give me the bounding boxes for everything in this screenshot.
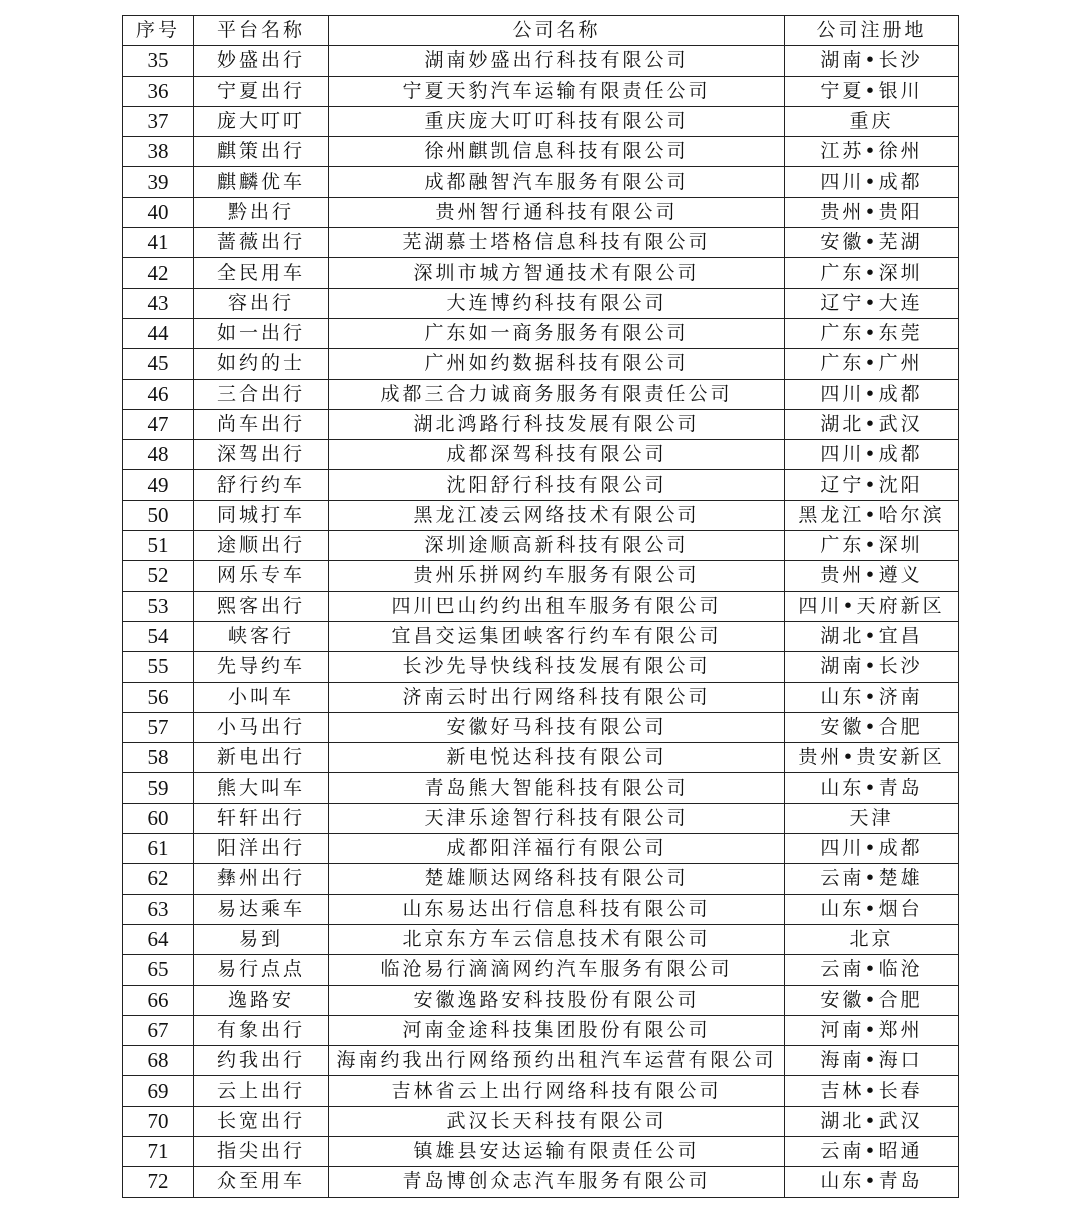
cell-platform-name: 麒策出行: [194, 137, 329, 167]
cell-index: 38: [123, 137, 194, 167]
table-body: [123, 46, 959, 1197]
table-row: [123, 167, 959, 197]
cell-company-name: 北京东方车云信息技术有限公司: [329, 924, 785, 954]
table-row: [123, 682, 959, 712]
cell-company-name: 河南金途科技集团股份有限公司: [329, 1015, 785, 1045]
table-row: [123, 1076, 959, 1106]
cell-platform-name: 蔷薇出行: [194, 228, 329, 258]
cell-index: 45: [123, 349, 194, 379]
cell-company-name: 吉林省云上出行网络科技有限公司: [329, 1076, 785, 1106]
cell-platform-name: 易行点点: [194, 955, 329, 985]
cell-company-name: 湖南妙盛出行科技有限公司: [329, 46, 785, 76]
cell-index: 44: [123, 318, 194, 348]
cell-registered-location: 安徽•合肥: [785, 712, 959, 742]
table-row: [123, 803, 959, 833]
table-row: [123, 137, 959, 167]
cell-registered-location: 湖南•长沙: [785, 46, 959, 76]
cell-registered-location: 天津: [785, 803, 959, 833]
table-row: [123, 924, 959, 954]
cell-registered-location: 贵州•贵阳: [785, 197, 959, 227]
table-row: [123, 228, 959, 258]
cell-company-name: 湖北鸿路行科技发展有限公司: [329, 409, 785, 439]
cell-index: 49: [123, 470, 194, 500]
cell-index: 65: [123, 955, 194, 985]
cell-platform-name: 黔出行: [194, 197, 329, 227]
cell-platform-name: 约我出行: [194, 1046, 329, 1076]
cell-company-name: 成都融智汽车服务有限公司: [329, 167, 785, 197]
cell-registered-location: 山东•青岛: [785, 773, 959, 803]
cell-platform-name: 小马出行: [194, 712, 329, 742]
table-header-row: [123, 16, 959, 46]
table-row: [123, 349, 959, 379]
table-row: [123, 440, 959, 470]
cell-company-name: 新电悦达科技有限公司: [329, 743, 785, 773]
cell-platform-name: 轩轩出行: [194, 803, 329, 833]
table-row: [123, 864, 959, 894]
cell-registered-location: 贵州•遵义: [785, 561, 959, 591]
cell-company-name: 安徽逸路安科技股份有限公司: [329, 985, 785, 1015]
cell-registered-location: 湖北•武汉: [785, 1106, 959, 1136]
cell-platform-name: 云上出行: [194, 1076, 329, 1106]
table-row: [123, 773, 959, 803]
table-row: [123, 1167, 959, 1197]
cell-index: 52: [123, 561, 194, 591]
cell-platform-name: 小叫车: [194, 682, 329, 712]
cell-company-name: 成都三合力诚商务服务有限责任公司: [329, 379, 785, 409]
cell-company-name: 青岛博创众志汽车服务有限公司: [329, 1167, 785, 1197]
cell-index: 40: [123, 197, 194, 227]
cell-company-name: 重庆庞大叮叮科技有限公司: [329, 106, 785, 136]
cell-index: 70: [123, 1106, 194, 1136]
table-row: [123, 955, 959, 985]
cell-index: 63: [123, 894, 194, 924]
cell-company-name: 镇雄县安达运输有限责任公司: [329, 1136, 785, 1166]
cell-index: 51: [123, 531, 194, 561]
cell-platform-name: 阳洋出行: [194, 834, 329, 864]
cell-platform-name: 逸路安: [194, 985, 329, 1015]
cell-registered-location: 海南•海口: [785, 1046, 959, 1076]
cell-platform-name: 易达乘车: [194, 894, 329, 924]
cell-registered-location: 河南•郑州: [785, 1015, 959, 1045]
cell-company-name: 徐州麒凯信息科技有限公司: [329, 137, 785, 167]
cell-platform-name: 新电出行: [194, 743, 329, 773]
cell-platform-name: 熙客出行: [194, 591, 329, 621]
cell-index: 58: [123, 743, 194, 773]
cell-index: 50: [123, 500, 194, 530]
cell-registered-location: 四川•成都: [785, 834, 959, 864]
cell-platform-name: 彝州出行: [194, 864, 329, 894]
cell-company-name: 楚雄顺达网络科技有限公司: [329, 864, 785, 894]
platform-table: [122, 15, 959, 1198]
cell-company-name: 大连博约科技有限公司: [329, 288, 785, 318]
cell-index: 62: [123, 864, 194, 894]
cell-index: 72: [123, 1167, 194, 1197]
cell-registered-location: 广东•广州: [785, 349, 959, 379]
cell-index: 41: [123, 228, 194, 258]
table-row: [123, 318, 959, 348]
cell-company-name: 贵州智行通科技有限公司: [329, 197, 785, 227]
table-row: [123, 985, 959, 1015]
header-platform-name: 平台名称: [194, 16, 329, 46]
cell-index: 48: [123, 440, 194, 470]
cell-platform-name: 宁夏出行: [194, 76, 329, 106]
table-row: [123, 531, 959, 561]
cell-index: 55: [123, 652, 194, 682]
cell-registered-location: 四川•天府新区: [785, 591, 959, 621]
table-row: [123, 894, 959, 924]
cell-company-name: 海南约我出行网络预约出租汽车运营有限公司: [329, 1046, 785, 1076]
cell-company-name: 贵州乐拼网约车服务有限公司: [329, 561, 785, 591]
table-row: [123, 197, 959, 227]
cell-registered-location: 云南•临沧: [785, 955, 959, 985]
cell-index: 54: [123, 621, 194, 651]
cell-company-name: 武汉长天科技有限公司: [329, 1106, 785, 1136]
cell-registered-location: 四川•成都: [785, 167, 959, 197]
table-row: [123, 561, 959, 591]
cell-index: 56: [123, 682, 194, 712]
cell-registered-location: 山东•烟台: [785, 894, 959, 924]
cell-company-name: 青岛熊大智能科技有限公司: [329, 773, 785, 803]
cell-registered-location: 吉林•长春: [785, 1076, 959, 1106]
table-row: [123, 591, 959, 621]
cell-platform-name: 麒麟优车: [194, 167, 329, 197]
cell-registered-location: 贵州•贵安新区: [785, 743, 959, 773]
cell-platform-name: 如约的士: [194, 349, 329, 379]
table-row: [123, 834, 959, 864]
cell-index: 59: [123, 773, 194, 803]
table-row: [123, 652, 959, 682]
cell-platform-name: 如一出行: [194, 318, 329, 348]
cell-registered-location: 安徽•芜湖: [785, 228, 959, 258]
cell-index: 68: [123, 1046, 194, 1076]
cell-index: 57: [123, 712, 194, 742]
cell-index: 43: [123, 288, 194, 318]
cell-platform-name: 妙盛出行: [194, 46, 329, 76]
cell-registered-location: 重庆: [785, 106, 959, 136]
cell-platform-name: 峡客行: [194, 621, 329, 651]
cell-company-name: 深圳途顺高新科技有限公司: [329, 531, 785, 561]
cell-platform-name: 舒行约车: [194, 470, 329, 500]
cell-registered-location: 安徽•合肥: [785, 985, 959, 1015]
cell-registered-location: 山东•济南: [785, 682, 959, 712]
cell-index: 37: [123, 106, 194, 136]
cell-index: 47: [123, 409, 194, 439]
cell-index: 69: [123, 1076, 194, 1106]
table-row: [123, 106, 959, 136]
cell-company-name: 深圳市城方智通技术有限公司: [329, 258, 785, 288]
cell-platform-name: 网乐专车: [194, 561, 329, 591]
cell-registered-location: 广东•东莞: [785, 318, 959, 348]
header-registered-location: 公司注册地: [785, 16, 959, 46]
table-row: [123, 409, 959, 439]
cell-platform-name: 深驾出行: [194, 440, 329, 470]
cell-index: 36: [123, 76, 194, 106]
cell-company-name: 宁夏天豹汽车运输有限责任公司: [329, 76, 785, 106]
cell-index: 64: [123, 924, 194, 954]
cell-index: 42: [123, 258, 194, 288]
cell-registered-location: 宁夏•银川: [785, 76, 959, 106]
cell-company-name: 黑龙江凌云网络技术有限公司: [329, 500, 785, 530]
cell-company-name: 临沧易行滴滴网约汽车服务有限公司: [329, 955, 785, 985]
cell-company-name: 成都阳洋福行有限公司: [329, 834, 785, 864]
cell-platform-name: 全民用车: [194, 258, 329, 288]
cell-registered-location: 黑龙江•哈尔滨: [785, 500, 959, 530]
cell-company-name: 芜湖慕士塔格信息科技有限公司: [329, 228, 785, 258]
table-row: [123, 1106, 959, 1136]
table-row: [123, 470, 959, 500]
cell-index: 39: [123, 167, 194, 197]
cell-index: 71: [123, 1136, 194, 1166]
cell-registered-location: 山东•青岛: [785, 1167, 959, 1197]
table-row: [123, 500, 959, 530]
cell-registered-location: 四川•成都: [785, 379, 959, 409]
cell-platform-name: 众至用车: [194, 1167, 329, 1197]
cell-platform-name: 熊大叫车: [194, 773, 329, 803]
cell-company-name: 宜昌交运集团峡客行约车有限公司: [329, 621, 785, 651]
table-row: [123, 288, 959, 318]
cell-registered-location: 广东•深圳: [785, 258, 959, 288]
cell-index: 66: [123, 985, 194, 1015]
table-row: [123, 1136, 959, 1166]
header-index: 序号: [123, 16, 194, 46]
cell-registered-location: 辽宁•大连: [785, 288, 959, 318]
cell-index: 53: [123, 591, 194, 621]
cell-company-name: 山东易达出行信息科技有限公司: [329, 894, 785, 924]
cell-platform-name: 长宽出行: [194, 1106, 329, 1136]
table-row: [123, 46, 959, 76]
cell-platform-name: 有象出行: [194, 1015, 329, 1045]
table-row: [123, 712, 959, 742]
table-row: [123, 379, 959, 409]
cell-platform-name: 尚车出行: [194, 409, 329, 439]
cell-index: 61: [123, 834, 194, 864]
cell-registered-location: 北京: [785, 924, 959, 954]
cell-registered-location: 广东•深圳: [785, 531, 959, 561]
cell-index: 67: [123, 1015, 194, 1045]
cell-company-name: 沈阳舒行科技有限公司: [329, 470, 785, 500]
table-row: [123, 621, 959, 651]
cell-company-name: 长沙先导快线科技发展有限公司: [329, 652, 785, 682]
table-row: [123, 743, 959, 773]
cell-company-name: 安徽好马科技有限公司: [329, 712, 785, 742]
cell-index: 60: [123, 803, 194, 833]
cell-registered-location: 云南•昭通: [785, 1136, 959, 1166]
table-row: [123, 1015, 959, 1045]
cell-company-name: 四川巴山约约出租车服务有限公司: [329, 591, 785, 621]
cell-registered-location: 江苏•徐州: [785, 137, 959, 167]
header-company-name: 公司名称: [329, 16, 785, 46]
cell-company-name: 广东如一商务服务有限公司: [329, 318, 785, 348]
cell-registered-location: 辽宁•沈阳: [785, 470, 959, 500]
cell-platform-name: 易到: [194, 924, 329, 954]
cell-platform-name: 容出行: [194, 288, 329, 318]
cell-platform-name: 途顺出行: [194, 531, 329, 561]
cell-platform-name: 指尖出行: [194, 1136, 329, 1166]
cell-registered-location: 湖北•武汉: [785, 409, 959, 439]
cell-registered-location: 四川•成都: [785, 440, 959, 470]
cell-company-name: 成都深驾科技有限公司: [329, 440, 785, 470]
cell-platform-name: 同城打车: [194, 500, 329, 530]
cell-platform-name: 庞大叮叮: [194, 106, 329, 136]
cell-index: 46: [123, 379, 194, 409]
cell-registered-location: 湖北•宜昌: [785, 621, 959, 651]
cell-index: 35: [123, 46, 194, 76]
cell-company-name: 济南云时出行网络科技有限公司: [329, 682, 785, 712]
table-row: [123, 76, 959, 106]
cell-company-name: 广州如约数据科技有限公司: [329, 349, 785, 379]
cell-company-name: 天津乐途智行科技有限公司: [329, 803, 785, 833]
cell-registered-location: 云南•楚雄: [785, 864, 959, 894]
cell-registered-location: 湖南•长沙: [785, 652, 959, 682]
table-row: [123, 258, 959, 288]
cell-platform-name: 三合出行: [194, 379, 329, 409]
cell-platform-name: 先导约车: [194, 652, 329, 682]
table-row: [123, 1046, 959, 1076]
